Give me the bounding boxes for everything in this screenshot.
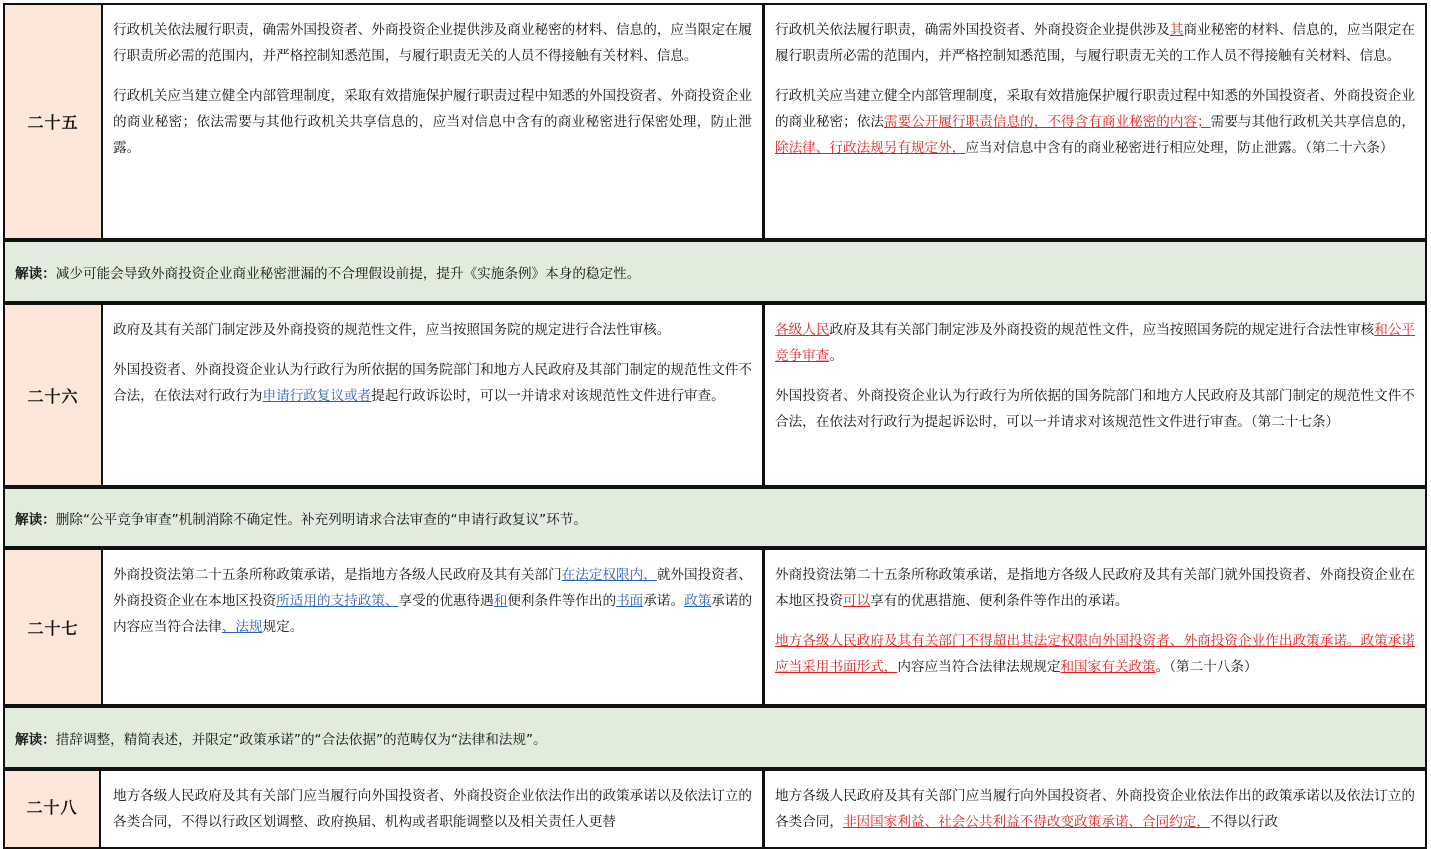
clause-paragraph [775, 83, 1415, 161]
clause-text: 商业秘密的材料、信息的，应当限定在履行职责所必需的范围内，并严格控制知悉范围，与履行职责无关的工作人员不得接触有关材料、信息。 [775, 22, 1416, 64]
clause-text: 政府及其有关部门制定涉及外商投资的规范性文件，应当按照国务院的规定进行合法性审核 [829, 322, 1375, 338]
interpretation-label: 解读： [15, 265, 56, 282]
clause-text: 内容应当符合法律法规规定 [897, 659, 1061, 675]
interpretation-text: 措辞调整，精简表述，并限定“政策承诺”的“合法依据”的范畴仅为“法律和法规”。 [55, 731, 547, 748]
added-text-highlight: 和国家有关政策 [1060, 659, 1156, 675]
article-number: 二十八 [5, 771, 101, 847]
changed-text-highlight: 政策 [684, 593, 712, 609]
clause-text: 提起行政诉讼时，可以一并请求对该规范性文件进行审查。 [371, 388, 725, 404]
clause-text: 外国投资者、外商投资企业认为行政行为所依据的国务院部门和地方人民政府及其部门制定的规范性文件不合法，在依法对行政行为 [113, 362, 752, 404]
article-number: 二十六 [5, 305, 103, 485]
clause-text: 不得以行政 [1210, 814, 1278, 830]
changed-text-highlight: 书面 [616, 593, 644, 609]
new-text-cell [765, 550, 1425, 704]
clause-text: 规定。 [262, 619, 304, 635]
clause-text: 应当对信息中含有的商业秘密进行相应处理，防止泄露。（第二十六条） [965, 140, 1394, 156]
clause-paragraph [113, 357, 752, 409]
article-row-25 [3, 3, 1427, 240]
clause-text: 享有的优惠措施、便利条件等作出的承诺。 [870, 593, 1129, 609]
clause-paragraph [113, 783, 752, 835]
interpretation-label: 解读： [15, 511, 56, 528]
clause-paragraph [775, 383, 1415, 435]
interpretation-label: 解读： [15, 731, 56, 748]
old-text-cell [101, 771, 765, 847]
added-text-highlight: 需要公开履行职责信息的，不得含有商业秘密的内容； [883, 114, 1211, 130]
clause-paragraph [775, 17, 1415, 69]
old-text-cell [101, 550, 765, 704]
clause-text: 需要与其他行政机关共享信息的， [1210, 114, 1416, 130]
added-text-highlight: 除法律、行政法规另有规定外， [775, 140, 966, 156]
interpretation-text: 减少可能会导致外商投资企业商业秘密泄漏的不合理假设前提，提升《实施条例》本身的稳定性。 [55, 265, 641, 282]
clause-paragraph [113, 317, 752, 343]
old-text-cell [101, 305, 765, 485]
added-text-highlight: 其 [1169, 22, 1184, 38]
clause-paragraph [775, 783, 1415, 835]
interpretation-row-25 [3, 240, 1427, 303]
clause-text: 承诺。 [643, 593, 685, 609]
new-text-cell [765, 771, 1425, 847]
clause-text: 。（第二十八条） [1155, 659, 1258, 675]
article-number: 二十五 [5, 5, 103, 238]
clause-text: 外商投资法第二十五条所称政策承诺，是指地方各级人民政府及其有关部门 [113, 567, 562, 583]
added-text-highlight: 非因国家利益、社会公共利益不得改变政策承诺、合同约定， [842, 814, 1210, 830]
clause-paragraph [113, 17, 752, 69]
new-text-cell [765, 305, 1425, 485]
article-row-28 [3, 769, 1427, 849]
clause-text: 。 [829, 348, 843, 364]
interpretation-row-27 [3, 706, 1427, 769]
added-text-highlight: 可以 [842, 593, 871, 609]
clause-text: 行政机关应当建立健全内部管理制度，采取有效措施保护履行职责过程中知悉的外国投资者、外商投资企业的商业秘密；依法 [775, 88, 1415, 130]
clause-text: 就外国投资者、外商投资企业在本地区投资 [113, 567, 753, 609]
changed-text-highlight: 和 [493, 593, 508, 609]
clause-text: 外商投资法第二十五条所称政策承诺，是指地方各级人民政府及其有关部门就外国投资者、外商投资企业在本地区投资 [775, 567, 1415, 609]
clause-paragraph [775, 317, 1415, 369]
interpretation-row-26 [3, 487, 1427, 548]
added-text-highlight: 地方各级人民政府及其有关部门不得超出其法定权限向外国投资者、外商投资企业作出政策承诺。政策承诺应当采用书面形式， [775, 633, 1415, 675]
added-text-highlight: 和公平竞争审查 [775, 322, 1416, 364]
clause-text: 便利条件等作出的 [507, 593, 617, 609]
old-text-cell [101, 5, 765, 238]
article-row-26 [3, 303, 1427, 487]
new-text-cell [765, 5, 1425, 238]
clause-text: 行政机关依法履行职责，确需外国投资者、外商投资企业提供涉及商业秘密的材料、信息的，应当限定在履行职责所必需的范围内，并严格控制知悉范围，与履行职责无关的人员不得接触有关材料、信息。 [113, 22, 752, 64]
clause-paragraph [113, 562, 752, 640]
changed-text-highlight: 、法规 [221, 619, 263, 635]
clause-text: 承诺的内容应当符合法律 [113, 593, 753, 635]
clause-text: 政府及其有关部门制定涉及外商投资的规范性文件，应当按照国务院的规定进行合法性审核。 [113, 322, 671, 338]
clause-text: 外国投资者、外商投资企业认为行政行为所依据的国务院部门和地方人民政府及其部门制定的规范性文件不合法，在依法对行政行为提起诉讼时，可以一并请求对该规范性文件进行审查。（第二十七条） [775, 388, 1415, 430]
clause-text: 行政机关应当建立健全内部管理制度，采取有效措施保护履行职责过程中知悉的外国投资者、外商投资企业的商业秘密；依法需要与其他行政机关共享信息的，应当对信息中含有的商业秘密进行保密处理，防止泄露。 [113, 88, 752, 156]
clause-paragraph [775, 562, 1415, 614]
article-row-27 [3, 548, 1427, 706]
clause-text: 享受的优惠待遇 [398, 593, 494, 609]
clause-paragraph [113, 83, 752, 161]
clause-text: 地方各级人民政府及其有关部门应当履行向外国投资者、外商投资企业依法作出的政策承诺以及依法订立的各类合同，不得以行政区划调整、政府换届、机构或者职能调整以及相关责任人更替 [113, 788, 752, 830]
interpretation-text: 删除“公平竞争审查”机制消除不确定性。补充列明请求合法审查的“申请行政复议”环节。 [55, 511, 587, 528]
clause-text: 地方各级人民政府及其有关部门应当履行向外国投资者、外商投资企业依法作出的政策承诺以及依法订立的各类合同， [775, 788, 1415, 830]
changed-text-highlight: 申请行政复议或者 [262, 388, 372, 404]
clause-text: 行政机关依法履行职责，确需外国投资者、外商投资企业提供涉及 [775, 22, 1170, 38]
clause-paragraph [775, 628, 1415, 680]
article-number: 二十七 [5, 550, 103, 704]
changed-text-highlight: 所适用的支持政策、 [276, 593, 399, 609]
changed-text-highlight: 在法定权限内， [561, 567, 657, 583]
added-text-highlight: 各级人民 [775, 322, 830, 338]
